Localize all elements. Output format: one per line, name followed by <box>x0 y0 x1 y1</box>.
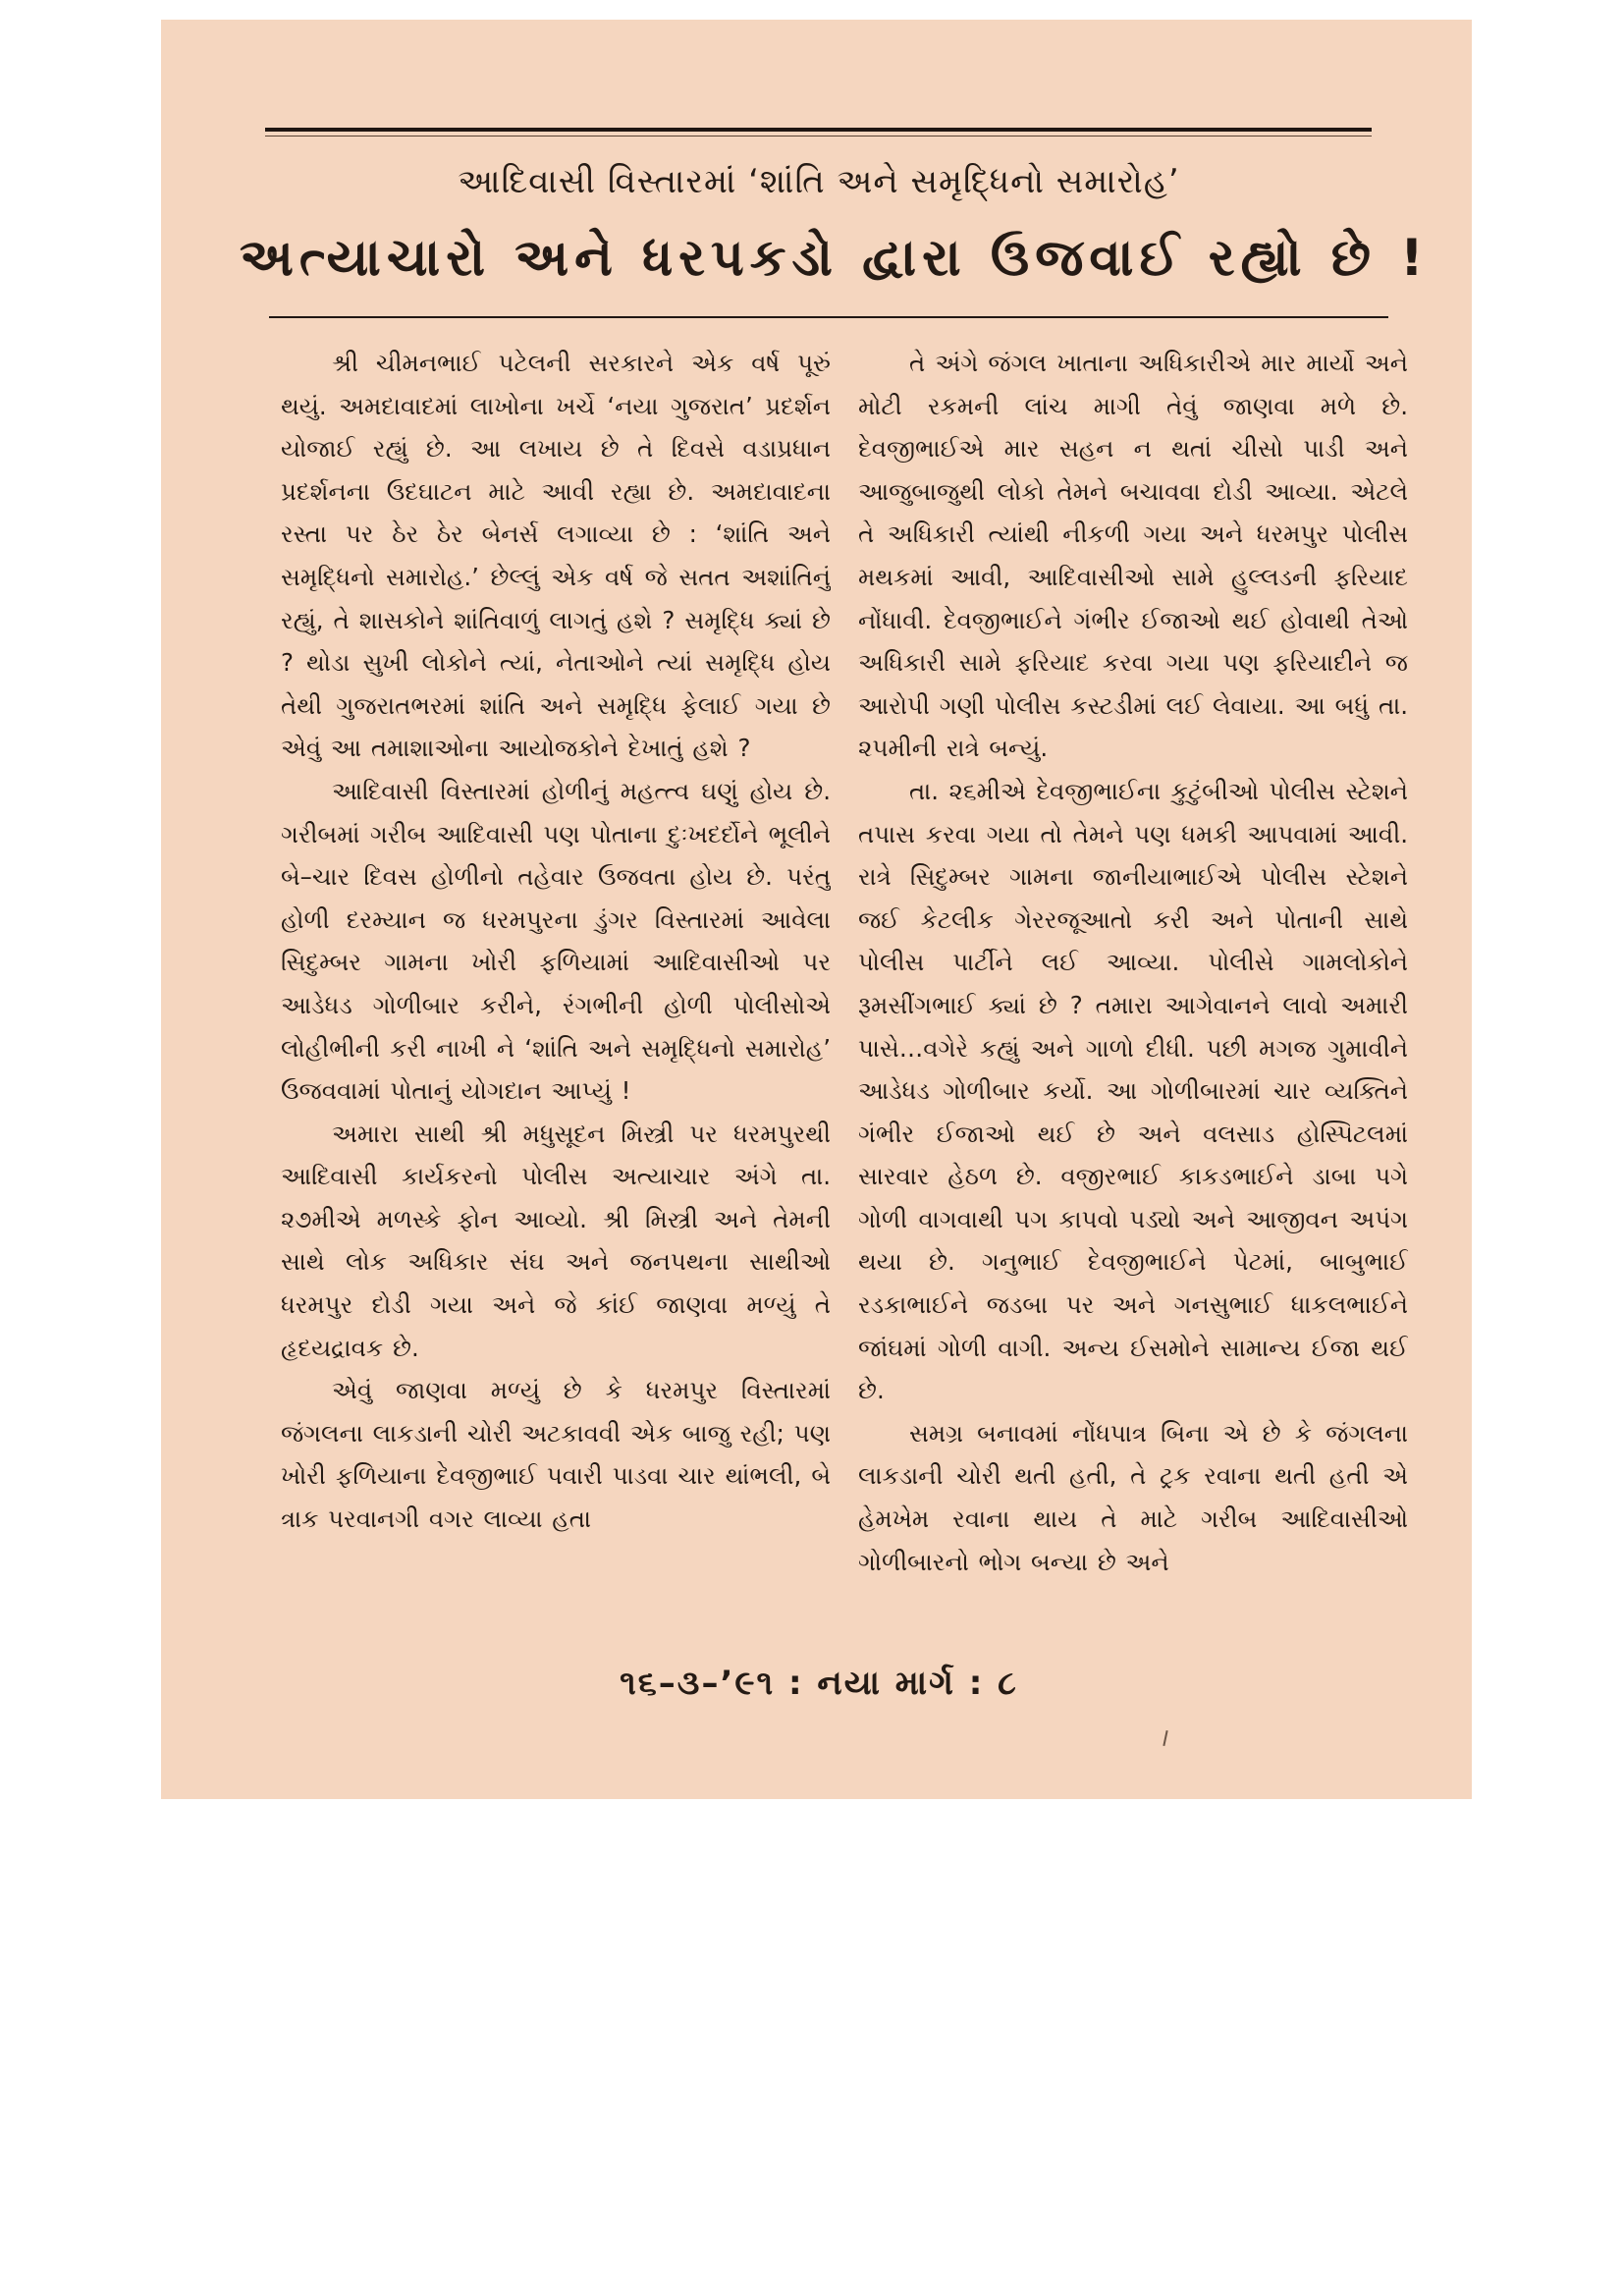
paragraph: તા. ૨૬મીએ દેવજીભાઈના કુટુંબીઓ પોલીસ સ્ટેશને તપાસ કરવા ગયા તો તેમને પણ ધમકી આપવામાં આવી. રાત્રે સિદુમ્બર ગામના જાનીયાભાઈએ પોલીસ સ્ટેશને જઈ કેટલીક ગેરરજૂઆતો કરી અને પોતાની સાથે પોલીસ પાર્ટીને લઈ આવ્યા. પોલીસે ગામલોકોને રૂમસીંગભાઈ ક્યાં છે ? તમારા આગેવાનને લાવો અમારી પાસે…વગેરે કહ્યું અને ગાળો દીધી. પછી મગજ ગુમાવીને આડેધડ ગોળીબાર કર્યો. આ ગોળીબારમાં ચાર વ્યક્તિને ગંભીર ઈજાઓ થઈ છે અને વલસાડ હોસ્પિટલમાં સારવાર હેઠળ છે. વજીરભાઈ કાકડભાઈને ડાબા પગે ગોળી વાગવાથી પગ કાપવો પડ્યો અને આજીવન અપંગ થયા છે. ગનુભાઈ દેવજીભાઈને પેટમાં, બાબુભાઈ રડકાભાઈને જડબા પર અને ગનસુભાઈ ધાકલભાઈને જાંઘમાં ગોળી વાગી. અન્ય ઈસમોને સામાન્ય ઈજા થઈ છે. <box>858 776 1408 1405</box>
top-rule <box>265 128 1372 132</box>
left-column <box>281 342 831 1648</box>
top-rule-thin <box>265 136 1372 137</box>
paragraph: આદિવાસી વિસ્તારમાં હોળીનું મહત્ત્વ ઘણું હોય છે. ગરીબમાં ગરીબ આદિવાસી પણ પોતાના દુઃખદર્દોને ભૂલીને બે–ચાર દિવસ હોળીનો તહેવાર ઉજવતા હોય છે. પરંતુ હોળી દરમ્યાન જ ધરમપુરના ડુંગર વિસ્તારમાં આવેલા સિદુમ્બર ગામના ખોરી ફળિયામાં આદિવાસીઓ પર આડેધડ ગોળીબાર કરીને, રંગભીની હોળી પોલીસોએ લોહીભીની કરી નાખી ને ‘શાંતિ અને સમૃદ્ધિનો સમારોહ’ ઉજવવામાં પોતાનું યોગદાન આપ્યું ! <box>281 776 831 1106</box>
stray-mark <box>1163 1730 1167 1746</box>
paragraph: તે અંગે જંગલ ખાતાના અધિકારીએ માર માર્યો અને મોટી રકમની લાંચ માગી તેવું જાણવા મળે છે. દેવજીભાઈએ માર સહન ન થતાં ચીસો પાડી અને આજુબાજુથી લોકો તેમને બચાવવા દોડી આવ્યા. એટલે તે અધિકારી ત્યાંથી નીકળી ગયા અને ધરમપુર પોલીસ મથકમાં આવી, આદિવાસીઓ સામે હુલ્લડની ફરિયાદ નોંધાવી. દેવજીભાઈને ગંભીર ઈજાઓ થઈ હોવાથી તેઓ અધિકારી સામે ફરિયાદ કરવા ગયા પણ ફરિયાદીને જ આરોપી ગણી પોલીસ કસ્ટડીમાં લઈ લેવાયા. આ બધું તા. ૨૫મીની રાત્રે બન્યું. <box>858 349 1408 763</box>
paragraph: એવું જાણવા મળ્યું છે કે ધરમપુર વિસ્તારમાં જંગલના લાકડાની ચોરી અટકાવવી એક બાજુ રહી; પણ ખોરી ફળિયાના દેવજીભાઈ પવારી પાડવા ચાર થાંભલી, બે ત્રાક પરવાનગી વગર લાવ્યા હતા <box>281 1376 831 1534</box>
page-footer: ૧૬–૩–’૯૧ : નયા માર્ગ : ૮ <box>620 1664 1018 1703</box>
paragraph: અમારા સાથી શ્રી મધુસૂદન મિસ્ત્રી પર ધરમપુરથી આદિવાસી કાર્યકરનો પોલીસ અત્યાચાર અંગે તા. ૨૭મીએ મળસ્કે ફોન આવ્યો. શ્રી મિસ્ત્રી અને તેમની સાથે લોક અધિકાર સંઘ અને જનપથના સાથીઓ ધરમપુર દોડી ગયા અને જે કાંઈ જાણવા મળ્યું તે હૃદયદ્રાવક છે. <box>281 1119 831 1362</box>
paragraph: શ્રી ચીમનભાઈ પટેલની સરકારને એક વર્ષ પૂરું થયું. અમદાવાદમાં લાખોના ખર્ચે ‘નયા ગુજરાત’ પ્રદર્શન યોજાઈ રહ્યું છે. આ લખાય છે તે દિવસે વડાપ્રધાન પ્રદર્શનના ઉદઘાટન માટે આવી રહ્યા છે. અમદાવાદના રસ્તા પર ઠેર ઠેર બેનર્સ લગાવ્યા છે : ‘શાંતિ અને સમૃદ્ધિનો સમારોહ.’ છેલ્લું એક વર્ષ જે સતત અશાંતિનું રહ્યું, તે શાસકોને શાંતિવાળું લાગતું હશે ? સમૃદ્ધિ ક્યાં છે ? થોડા સુખી લોકોને ત્યાં, નેતાઓને ત્યાં સમૃદ્ધિ હોય તેથી ગુજરાતભરમાં શાંતિ અને સમૃદ્ધિ ફેલાઈ ગયા છે એવું આ તમાશાઓના આયોજકોને દેખાતું હશે ? <box>281 349 831 763</box>
newspaper-page <box>161 20 1472 1799</box>
paragraph: સમગ્ર બનાવમાં નોંધપાત્ર બિના એ છે કે જંગલના લાકડાની ચોરી થતી હતી, તે ટ્રક રવાના થતી હતી એ હેમખેમ રવાના થાય તે માટે ગરીબ આદિવાસીઓ ગોળીબારનો ભોગ બન્યા છે અને <box>858 1418 1408 1576</box>
article-kicker: આદિવાસી વિસ્તારમાં ‘શાંતિ અને સમૃદ્ધિનો સમારોહ’ <box>458 162 1180 201</box>
right-column <box>858 342 1408 1648</box>
article-headline: અત્યાચારો અને ધરપકડો દ્વારા ઉજવાઈ રહ્યો છે ! <box>240 229 1430 288</box>
headline-rule <box>269 316 1388 318</box>
